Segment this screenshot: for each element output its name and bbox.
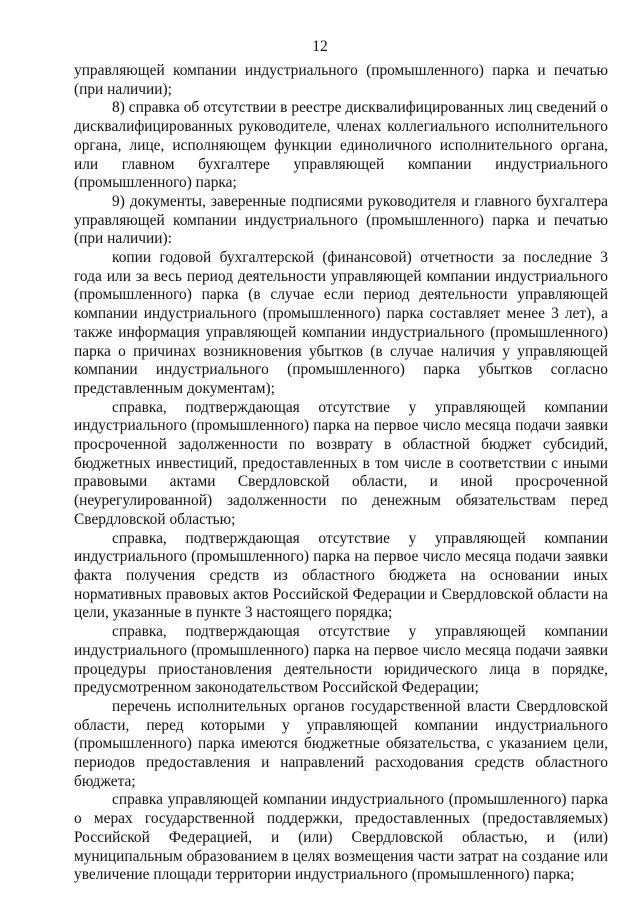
paragraph-continuation: управляющей компании индустриального (промышленного) парка и печатью (при наличии); <box>74 62 608 98</box>
paragraph-item-8: 8) справка об отсутствии в реестре дисквалифицированных лиц сведений о дисквалифицированных руководителе, членах коллегиального исполнительного органа, лице, исполняющем функции единоличного исполнительного органа, или главном бухгалтере управляющей компании индустриального (промышленного) парка; <box>74 99 608 192</box>
page-number: 12 <box>312 38 328 55</box>
paragraph-financial-statements: копии годовой бухгалтерской (финансовой) отчетности за последние 3 года или за весь период деятельности управляющей компании индустриального (промышленного) парка (в случае если период деятельности управляющей компании индустриального (промышленного) парка составляет менее 3 лет), а также информация управляющей компании индустриального (промышленного) парка о причинах возникновения убытков (в случае наличия у управляющей компании индустриального (промышленного) парка убытков согласно представленным документам); <box>74 249 608 397</box>
paragraph-state-support-certificate: справка управляющей компании индустриального (промышленного) парка о мерах государственной поддержки, предоставленных (предоставляемых) Российской Федерацией, и (или) Свердловской областью, и (или) муниципальным образованием в целях возмещения части затрат на создание или увеличение площади территории индустриального (промышленного) парка; <box>74 791 608 884</box>
paragraph-item-9: 9) документы, заверенные подписями руководителя и главного бухгалтера управляющей компании индустриального (промышленного) парка и печатью (при наличии): <box>74 192 608 248</box>
document-body <box>74 62 608 885</box>
paragraph-debt-certificate: справка, подтверждающая отсутствие у управляющей компании индустриального (промышленного) парка на первое число месяца подачи заявки просроченной задолженности по возврату в областной бюджет субсидий, бюджетных инвестиций, предоставленных в том числе в соответствии с иными правовыми актами Свердловской области, и иной просроченной (неурегулированной) задолженности по денежным обязательствам перед Свердловской областью; <box>74 398 608 528</box>
paragraph-authorities-list: перечень исполнительных органов государственной власти Свердловской области, перед которыми у управляющей компании индустриального (промышленного) парка имеются бюджетные обязательства, с указанием цели, периодов предоставления и направлений расходования средств областного бюджета; <box>74 697 608 790</box>
paragraph-suspension-certificate: справка, подтверждающая отсутствие у управляющей компании индустриального (промышленного) парка на первое число месяца подачи заявки процедуры приостановления деятельности юридического лица в порядке, предусмотренном законодательством Российской Федерации; <box>74 623 608 697</box>
paragraph-funding-certificate: справка, подтверждающая отсутствие у управляющей компании индустриального (промышленного) парка на первое число месяца подачи заявки факта получения средств из областного бюджета на основании иных нормативных правовых актов Российской Федерации и Свердловской области на цели, указанные в пункте 3 настоящего порядка; <box>74 529 608 622</box>
